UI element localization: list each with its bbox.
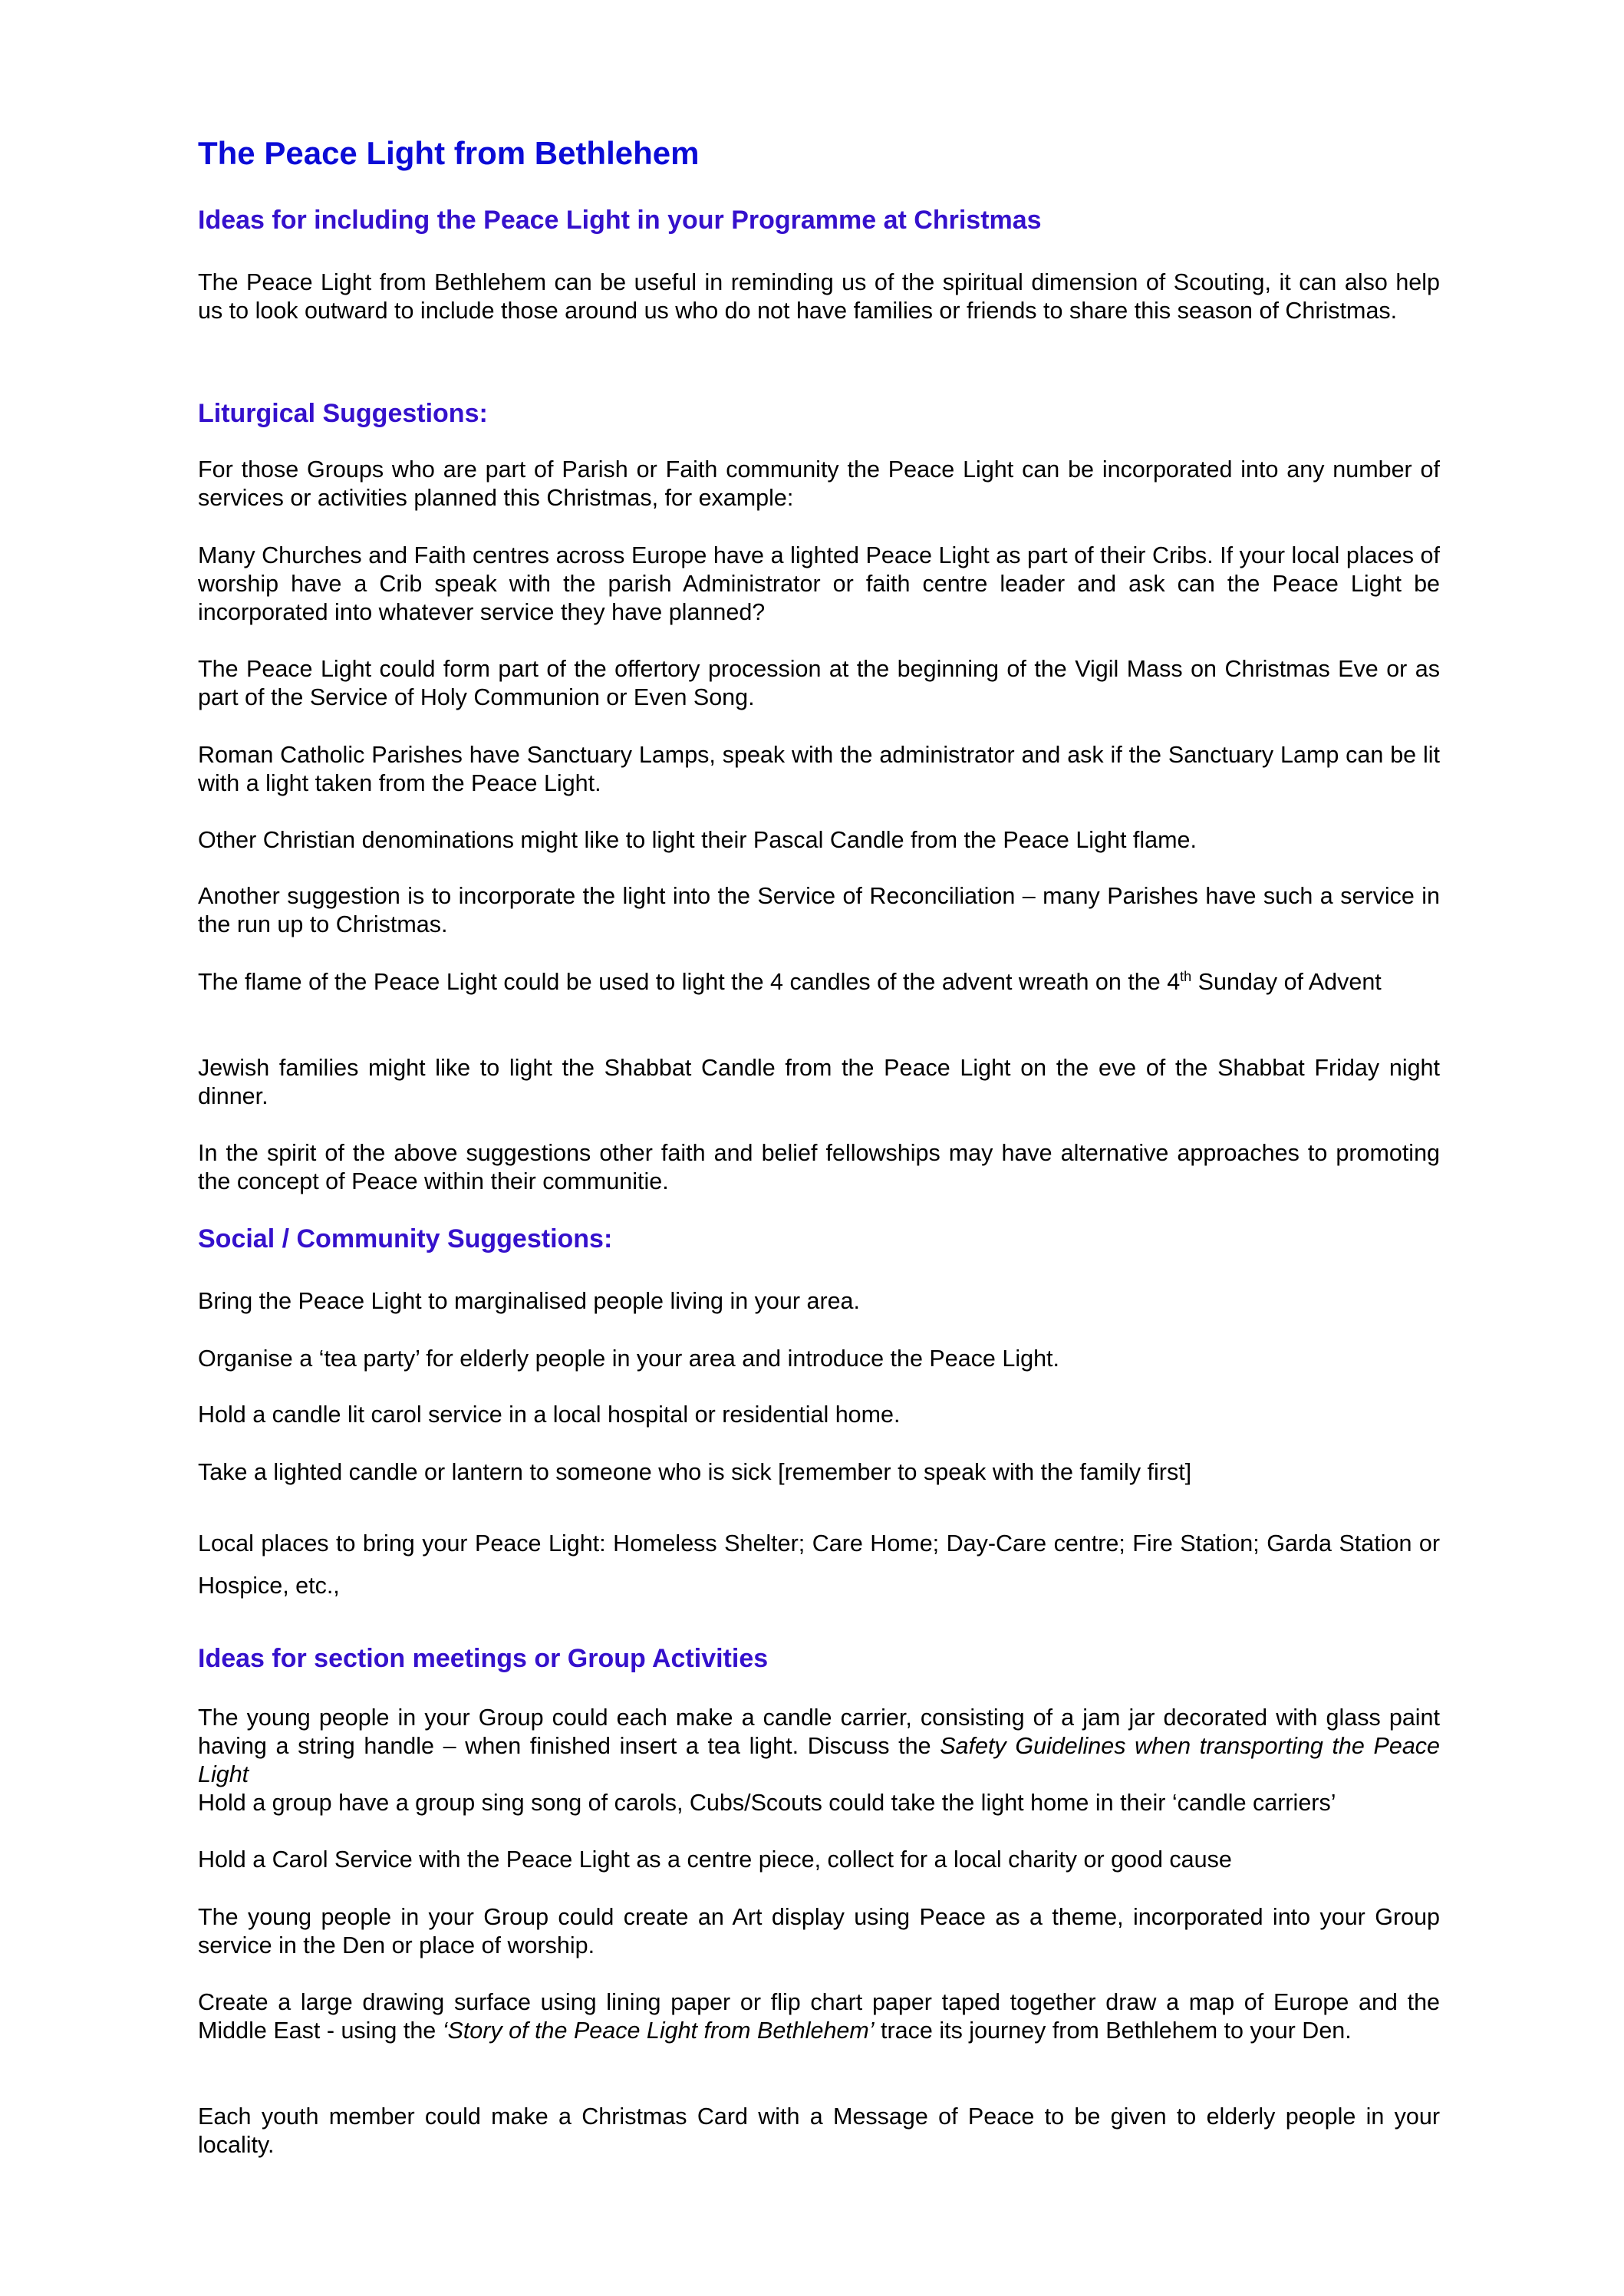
paragraph: In the spirit of the above suggestions other faith and belief fellowships may have alternative approaches to promoting the concept of Peace within their communitie. [198,1140,1440,1194]
paragraph: The young people in your Group could create an Art display using Peace as a theme, incorporated into your Group service in the Den or place of worship. [198,1904,1440,1958]
paragraph: Hold a group have a group sing song of carols, Cubs/Scouts could take the light home in their ‘candle carriers’ [198,1790,1336,1816]
carrier-text: The young people in your Group could each make a candle carrier, consisting of a jam jar decorated with glass paint having a string handle – when finished insert a tea light. Discuss the [198,1705,1440,1759]
paragraph: Hold a Carol Service with the Peace Light as a centre piece, collect for a local charity or good cause [198,1846,1232,1873]
paragraph: Jewish families might like to light the Shabbat Candle from the Peace Light on the eve of the Shabbat Friday night dinner. [198,1055,1440,1109]
paragraph: Many Churches and Faith centres across Europe have a lighted Peace Light as part of their Cribs. If your local places of worship have a Crib speak with the parish Administrator or faith centre leader and ask can the Peace Light be incorporated into whatever service they have planned? [198,542,1440,625]
intro-paragraph: The Peace Light from Bethlehem can be useful in reminding us of the spiritual dimension of Scouting, it can also help us to look outward to include those around us who do not have families or friends to share this season of Christmas. [198,269,1440,324]
paragraph: Each youth member could make a Christmas Card with a Message of Peace to be given to elderly people in your locality. [198,2103,1440,2158]
advent-text-end: Sunday of Advent [1191,969,1382,995]
paragraph: Bring the Peace Light to marginalised people living in your area. [198,1288,860,1314]
advent-text: The flame of the Peace Light could be used to light the 4 candles of the advent wreath on the 4 [198,969,1181,995]
story-reference: ‘Story of the Peace Light from Bethlehem’ [442,2018,875,2044]
paragraph: Hold a candle lit carol service in a local hospital or residential home. [198,1402,901,1428]
paragraph: Roman Catholic Parishes have Sanctuary Lamps, speak with the administrator and ask if the Sanctuary Lamp can be lit with a light taken from the Peace Light. [198,742,1440,796]
safety-guidelines-reference: Safety Guidelines when transporting the Peace Light [198,1733,1440,1787]
paragraph: Take a lighted candle or lantern to someone who is sick [remember to speak with the family first] [198,1459,1192,1485]
paragraph: The Peace Light could form part of the offertory procession at the beginning of the Vigil Mass on Christmas Eve or as part of the Service of Holy Communion or Even Song. [198,656,1440,710]
paragraph: Other Christian denominations might like to light their Pascal Candle from the Peace Light flame. [198,827,1197,853]
map-paragraph [198,1988,1440,2045]
paragraph: Organise a ‘tea party’ for elderly people in your area and introduce the Peace Light. [198,1346,1059,1372]
liturgical-heading: Liturgical Suggestions: [198,399,488,428]
activities-heading: Ideas for section meetings or Group Activities [198,1644,769,1673]
paragraph: For those Groups who are part of Parish or Faith community the Peace Light can be incorporated into any number of services or activities planned this Christmas, for example: [198,456,1440,511]
places-paragraph: Local places to bring your Peace Light: Homeless Shelter; Care Home; Day-Care centre; Fire Station; Garda Station or Hospice, etc., [198,1530,1440,1599]
page-title: The Peace Light from Bethlehem [198,135,700,171]
paragraph: Another suggestion is to incorporate the light into the Service of Reconciliation – many Parishes have such a service in the run up to Christmas. [198,883,1440,937]
ordinal-suffix: th [1180,968,1192,984]
social-heading: Social / Community Suggestions: [198,1224,613,1253]
subtitle: Ideas for including the Peace Light in your Programme at Christmas [198,206,1042,235]
advent-paragraph [198,968,1440,996]
candle-carrier-paragraph [198,1704,1440,1789]
map-text: Create a large drawing surface using lining paper or flip chart paper taped together draw a map of Europe and the Middle East - using the [198,1989,1440,2044]
map-text-end: trace its journey from Bethlehem to your Den. [874,2018,1352,2044]
